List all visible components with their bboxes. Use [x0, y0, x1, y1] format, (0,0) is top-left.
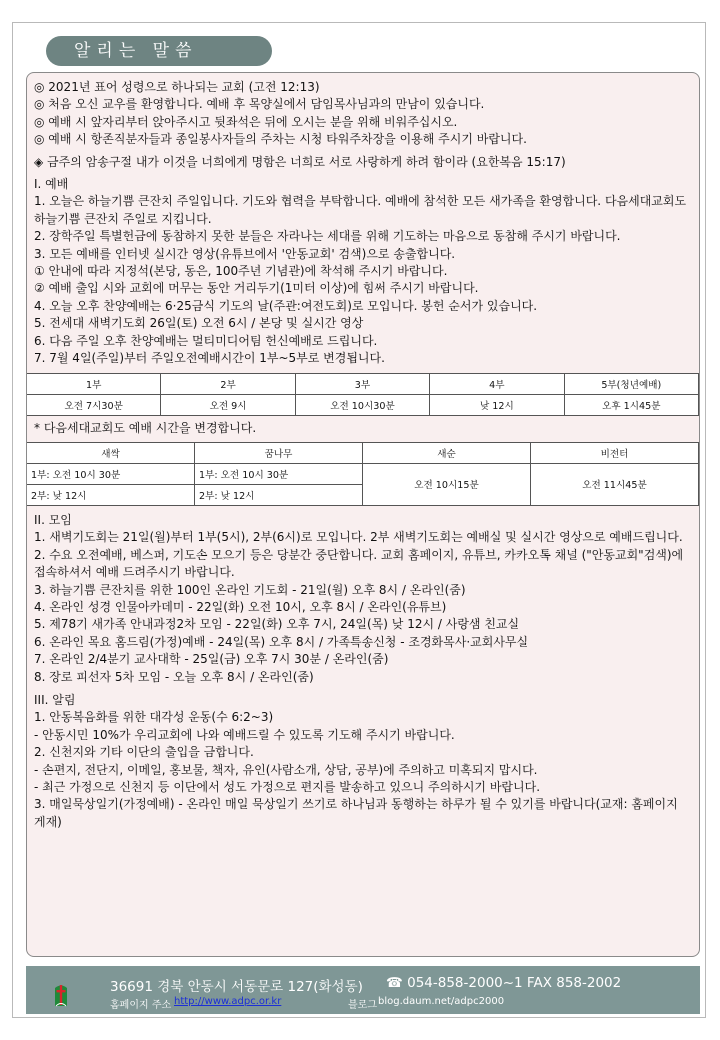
page-title: 알리는 말씀 [46, 36, 272, 66]
intro-line: ◎ 예배 시 항존직분자들과 종일봉사자들의 주차는 시청 타워주차장을 이용해 주시기 바랍니다. [34, 132, 527, 147]
table-cell: 2부: 낮 12시 [195, 484, 363, 505]
nextgen-schedule-table [26, 442, 699, 506]
next-gen-note: * 다음세대교회도 예배 시간을 변경합니다. [34, 420, 257, 435]
table-cell: 낮 12시 [430, 394, 564, 415]
section-heading: II. 모임 [34, 512, 72, 527]
notice-item: 1. 안동복음화를 위한 대각성 운동(수 6:2~3) [34, 710, 274, 725]
notices-section [34, 692, 691, 831]
worship-item: 2. 장학주일 특별헌금에 동참하지 못한 분들은 자라나는 세대를 위해 기도하는 마음으로 동참해 주시기 바랍니다. [34, 229, 621, 244]
meeting-item: 8. 장로 피선자 5차 모임 - 오늘 오후 8시 / 온라인(줌) [34, 669, 314, 684]
table-cell: 1부: 오전 10시 30분 [195, 463, 363, 484]
meeting-item: 1. 새벽기도회는 21일(월)부터 1부(5시), 2부(6시)로 모입니다. 2부 새벽기도회는 예배실 및 실시간 영상으로 예배드립니다. [34, 530, 683, 545]
table-cell: 오전 10시30분 [295, 394, 429, 415]
table-cell: 오전 9시 [161, 394, 295, 415]
table-header-cell: 비전터 [531, 442, 699, 463]
table-cell: 오후 1시45분 [564, 394, 698, 415]
footer [26, 966, 700, 1014]
table-cell: 1부: 오전 10시 30분 [27, 463, 195, 484]
table-cell: 오전 11시45분 [531, 463, 699, 505]
worship-item: 3. 모든 예배를 인터넷 실시간 영상(유튜브에서 '안동교회' 검색)으로 송출합니다. [34, 246, 456, 261]
table-header-cell: 4부 [430, 373, 564, 394]
worship-item: 4. 오늘 오후 찬양예배는 6·25금식 기도의 날(주관:여전도회)로 모입니다. 봉헌 순서가 있습니다. [34, 298, 538, 313]
table-header-cell: 새순 [363, 442, 531, 463]
notice-item: 3. 매일묵상일기(가정예배) - 온라인 매일 묵상일기 쓰기로 하나님과 동행하는 하루가 될 수 있기를 바랍니다(교재: 홈페이지 게재) [34, 797, 678, 829]
table-header-cell: 2부 [161, 373, 295, 394]
table-header-cell: 5부(청년예배) [564, 373, 698, 394]
church-logo-icon [52, 982, 70, 1008]
memory-verse: ◈ 금주의 암송구절 내가 이것을 너희에게 명함은 너희로 서로 사랑하게 하려 함이라 (요한복음 15:17) [34, 154, 566, 169]
notice-item: - 안동시민 10%가 우리교회에 나와 예배드릴 수 있도록 기도해 주시기 바랍니다. [34, 727, 455, 742]
worship-item: 6. 다음 주일 오후 찬양예배는 멀티미디어팀 헌신예배로 드립니다. [34, 333, 378, 348]
notice-box [26, 72, 700, 957]
worship-item: 5. 전세대 새벽기도회 26일(토) 오전 6시 / 본당 및 실시간 영상 [34, 316, 364, 331]
intro-line: ◎ 예배 시 앞자리부터 앉아주시고 뒷좌석은 뒤에 오시는 분을 위해 비워주십시오. [34, 114, 458, 129]
footer-address: 36691 경북 안동시 서동문로 127(화성동) [110, 979, 363, 995]
blog-link: blog.daum.net/adpc2000 [378, 996, 505, 1007]
worship-section [34, 176, 691, 367]
worship-item: 1. 오늘은 하늘기쁨 큰잔치 주일입니다. 기도와 협력을 부탁합니다. 예배에 참석한 모든 새가족을 환영합니다. 다음세대교회도 하늘기쁨 큰잔치 주일로 지킵니다. [34, 194, 687, 226]
table-cell: 오전 7시30분 [27, 394, 161, 415]
worship-item: ② 예배 출입 시와 교회에 머무는 동안 거리두기(1미터 이상)에 힘써 주시기 바랍니다. [34, 281, 479, 296]
section-heading: III. 알림 [34, 692, 76, 707]
homepage-label: 홈페이지 주소 [110, 1000, 172, 1011]
meeting-item: 5. 제78기 새가족 안내과정2차 모임 - 22일(화) 오후 7시, 24일(목) 낮 12시 / 사랑샘 친교실 [34, 617, 520, 632]
table-cell: 2부: 낮 12시 [27, 484, 195, 505]
table-header-cell: 3부 [295, 373, 429, 394]
table-header-cell: 꿈나무 [195, 442, 363, 463]
intro-line: ◎ 처음 오신 교우를 환영합니다. 예배 후 목양실에서 담임목사님과의 만남이 있습니다. [34, 97, 485, 112]
section-heading: I. 예배 [34, 177, 69, 192]
table-header-cell: 1부 [27, 373, 161, 394]
notice-item: - 손편지, 전단지, 이메일, 홍보물, 책자, 유인(사람소개, 상담, 공부)에 주의하고 미혹되지 맙시다. [34, 762, 538, 777]
meeting-item: 4. 온라인 성경 인물아카데미 - 22일(화) 오전 10시, 오후 8시 / 온라인(유튜브) [34, 599, 447, 614]
notice-item: 2. 신천지와 기타 이단의 출입을 금합니다. [34, 745, 254, 760]
worship-schedule-table [26, 373, 699, 416]
table-cell: 오전 10시15분 [363, 463, 531, 505]
intro-section [34, 79, 691, 149]
homepage-link[interactable]: http://www.adpc.or.kr [174, 996, 282, 1007]
meeting-item: 2. 수요 오전예배, 베스퍼, 기도손 모으기 등은 당분간 중단합니다. 교회 홈페이지, 유튜브, 카카오톡 채널 ("안동교회"검색)에 접속하셔서 예배 드려주시기 바랍니다. [34, 547, 684, 580]
meetings-section [34, 512, 691, 686]
footer-phone: ☎ 054-858-2000~1 FAX 858-2002 [386, 975, 622, 991]
blog-label: 블로그 [348, 1000, 377, 1011]
meeting-item: 7. 온라인 2/4분기 교사대학 - 25일(금) 오후 7시 30분 / 온라인(줌) [34, 652, 389, 667]
worship-item: 7. 7월 4일(주일)부터 주일오전예배시간이 1부~5부로 변경됩니다. [34, 351, 385, 366]
meeting-item: 6. 온라인 목요 홈드림(가정)예배 - 24일(목) 오후 8시 / 가족특송신청 - 조경화목사·교회사무실 [34, 634, 529, 649]
meeting-item: 3. 하늘기쁨 큰잔치를 위한 100인 온라인 기도회 - 21일(월) 오후 8시 / 온라인(줌) [34, 582, 466, 597]
table-header-cell: 새싹 [27, 442, 195, 463]
intro-line: ◎ 2021년 표어 성령으로 하나되는 교회 (고전 12:13) [34, 80, 320, 94]
notice-item: - 최근 가정으로 신천지 등 이단에서 성도 가정으로 편지를 발송하고 있으니 주의하시기 바랍니다. [34, 780, 541, 794]
worship-item: ① 안내에 따라 지정석(본당, 동은, 100주년 기념관)에 착석해 주시기 바랍니다. [34, 264, 448, 279]
